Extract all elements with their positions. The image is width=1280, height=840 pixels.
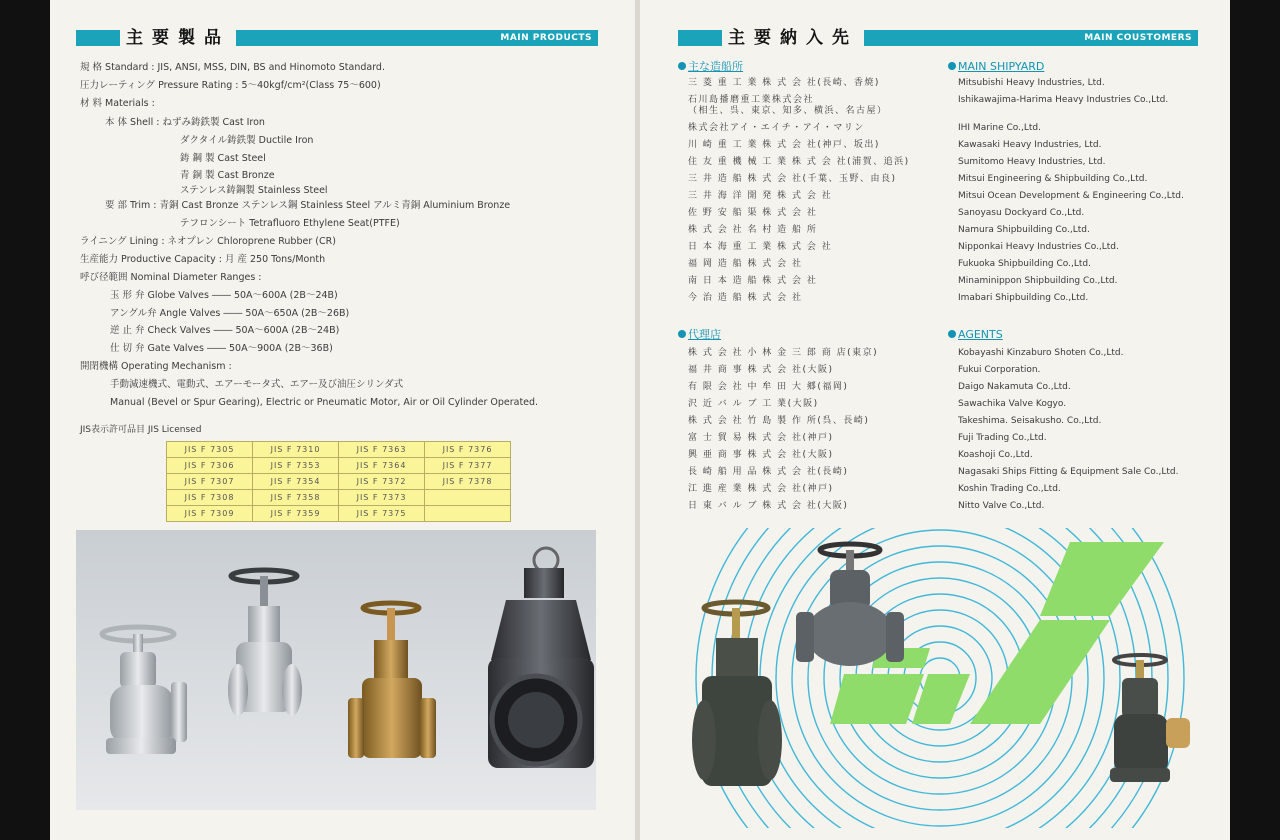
list-item: 株 式 会 社 竹 島 製 作 所(呉、長崎) — [688, 416, 870, 426]
main-products-header — [76, 30, 598, 46]
list-item: Mitsui Ocean Development & Engineering Co.,Ltd. — [958, 191, 1184, 201]
list-item: IHI Marine Co.,Ltd. — [958, 123, 1041, 133]
list-item: Nipponkai Heavy Industries Co.,Ltd. — [958, 242, 1119, 252]
spec-diameter: 呼び径範囲 Nominal Diameter Ranges : — [80, 272, 262, 283]
list-item: 有 限 会 社 中 牟 田 大 郷(福岡) — [688, 382, 849, 392]
agents-title-en: AGENTS — [948, 328, 1003, 341]
list-item: （相生、呉、東京、知多、横浜、名古屋） — [688, 106, 888, 116]
list-item: 三 井 海 洋 開 発 株 式 会 社 — [688, 191, 833, 201]
globe-valve-grey — [796, 544, 904, 666]
main-customers-title-en: MAIN COUSTOMERS — [1084, 33, 1192, 43]
list-item: 日 東 バ ル ブ 株 式 会 社(大阪) — [688, 501, 849, 511]
list-item: Imabari Shipbuilding Co.,Ltd. — [958, 293, 1089, 303]
spec-jis-licensed: JIS表示許可品目 JIS Licensed — [80, 425, 202, 435]
list-item: 日 本 海 重 工 業 株 式 会 社 — [688, 242, 833, 252]
list-item: Ishikawajima-Harima Heavy Industries Co.,Ltd. — [958, 95, 1169, 105]
list-item: Takeshima. Seisakusho. Co.,Ltd. — [958, 416, 1102, 426]
agents-title-jp: 代理店 — [678, 328, 721, 341]
spec-operating-jp: 手動減速機式、電動式、エアーモータ式、エアー及び油圧シリンダ式 — [110, 379, 404, 390]
list-item: Nitto Valve Co.,Ltd. — [958, 501, 1045, 511]
jis-cell: JIS F 7375 — [339, 506, 425, 522]
spec-pressure: 圧力レーティング Pressure Rating : 5～40kgf/cm²(Class 75～600) — [80, 80, 381, 91]
spec-shell: 本 体 Shell : ねずみ鋳鉄製 Cast Iron — [105, 117, 265, 128]
list-item: Mitsui Engineering & Shipbuilding Co.,Ltd. — [958, 174, 1148, 184]
rings-and-valves-illustration — [680, 528, 1220, 828]
list-item: 沢 近 バ ル ブ 工 業(大阪) — [688, 399, 819, 409]
list-item: 石川島播磨重工業株式会社 — [688, 95, 815, 105]
table-row — [167, 474, 511, 490]
list-item: 住 友 重 機 械 工 業 株 式 会 社(浦賀、追浜) — [688, 157, 910, 167]
jis-cell: JIS F 7364 — [339, 458, 425, 474]
jis-cell: JIS F 7372 — [339, 474, 425, 490]
spec-operating: 開閉機構 Operating Mechanism : — [80, 361, 232, 372]
list-item: Daigo Nakamuta Co.,Ltd. — [958, 382, 1071, 392]
spec-capacity: 生産能力 Productive Capacity : 月 産 250 Tons/Month — [80, 254, 326, 265]
list-item: 株式会社アイ・エイチ・アイ・マリン — [688, 123, 865, 133]
list-item: 今 治 造 船 株 式 会 社 — [688, 293, 803, 303]
spec-operating-en: Manual (Bevel or Spur Gearing), Electric or Pneumatic Motor, Air or Oil Cylinder Operated. — [110, 397, 539, 408]
list-item: 佐 野 安 船 渠 株 式 会 社 — [688, 208, 818, 218]
gate-valve-dark-green — [692, 602, 782, 786]
jis-licensed-table — [166, 441, 511, 522]
table-row — [167, 490, 511, 506]
list-item: Kobayashi Kinzaburo Shoten Co.,Ltd. — [958, 348, 1124, 358]
list-item: 川 崎 重 工 業 株 式 会 社(神戸、坂出) — [688, 140, 880, 150]
list-item: Namura Shipbuilding Co.,Ltd. — [958, 225, 1090, 235]
spec-globe: 玉 形 弁 Globe Valves ―― 50A～600A (2B～24B) — [110, 290, 338, 301]
list-item: 富 士 貿 易 株 式 会 社(神戸) — [688, 433, 834, 443]
bullet-dot-icon — [678, 62, 686, 70]
list-item: Fukuoka Shipbuilding Co.,Ltd. — [958, 259, 1091, 269]
list-item: Sawachika Valve Kogyo. — [958, 399, 1067, 409]
spec-bronze: 青 銅 製 Cast Bronze — [180, 170, 275, 181]
jis-cell: JIS F 7378 — [425, 474, 511, 490]
valves-illustration — [76, 530, 596, 810]
main-products-title-en: MAIN PRODUCTS — [500, 33, 592, 43]
list-item: 三 菱 重 工 業 株 式 会 社(長崎、香焼) — [688, 78, 880, 88]
list-item: 株 式 会 社 名 村 造 船 所 — [688, 225, 818, 235]
left-page — [50, 0, 635, 840]
spec-trim: 要 部 Trim : 青銅 Cast Bronze ステンレス鋼 Stainless Steel アルミ青銅 Aluminium Bronze — [105, 200, 511, 211]
list-item: Mitsubishi Heavy Industries, Ltd. — [958, 78, 1105, 88]
angle-valve-dark — [1110, 655, 1190, 782]
spec-materials: 材 料 Materials : — [80, 98, 155, 109]
main-customers-title-jp: 主要納入先 — [722, 26, 864, 50]
jis-cell — [425, 490, 511, 506]
spec-angle: アングル弁 Angle Valves ―― 50A～650A (2B～26B) — [110, 308, 350, 319]
list-item: 長 崎 船 用 品 株 式 会 社(長崎) — [688, 467, 849, 477]
jis-cell: JIS F 7363 — [339, 442, 425, 458]
customers-graphic — [680, 528, 1220, 828]
main-products-title-jp: 主要製品 — [120, 26, 236, 50]
jis-cell: JIS F 7373 — [339, 490, 425, 506]
list-item: Nagasaki Ships Fitting & Equipment Sale Co.,Ltd. — [958, 467, 1179, 477]
jis-cell: JIS F 7307 — [167, 474, 253, 490]
list-item: Kawasaki Heavy Industries, Ltd. — [958, 140, 1102, 150]
product-valves-photo — [76, 530, 596, 810]
spec-standard: 規 格 Standard : JIS, ANSI, MSS, DIN, BS and Hinomoto Standard. — [80, 62, 385, 73]
jis-cell — [425, 506, 511, 522]
jis-cell: JIS F 7377 — [425, 458, 511, 474]
list-item: Koashoji Co.,Ltd. — [958, 450, 1033, 460]
spec-ductile: ダクタイル鋳鉄製 Ductile Iron — [180, 135, 314, 146]
table-row — [167, 458, 511, 474]
spec-check: 逆 止 弁 Check Valves ―― 50A～600A (2B～24B) — [110, 325, 340, 336]
list-item: 三 井 造 船 株 式 会 社(千葉、玉野、由良) — [688, 174, 897, 184]
spec-stainless: ステンレス鋳鋼製 Stainless Steel — [180, 185, 328, 196]
list-item: 興 亜 商 事 株 式 会 社(大阪) — [688, 450, 834, 460]
list-item: Fuji Trading Co.,Ltd. — [958, 433, 1047, 443]
list-item: Sumitomo Heavy Industries, Ltd. — [958, 157, 1106, 167]
list-item: 株 式 会 社 小 林 金 三 郎 商 店(東京) — [688, 348, 879, 358]
jis-cell: JIS F 7308 — [167, 490, 253, 506]
right-page — [640, 0, 1230, 840]
bullet-dot-icon — [948, 62, 956, 70]
jis-cell: JIS F 7354 — [253, 474, 339, 490]
jis-cell: JIS F 7376 — [425, 442, 511, 458]
shipyard-title-en: MAIN SHIPYARD — [948, 60, 1044, 73]
list-item: Sanoyasu Dockyard Co.,Ltd. — [958, 208, 1085, 218]
list-item: 南 日 本 造 船 株 式 会 社 — [688, 276, 818, 286]
jis-cell: JIS F 7358 — [253, 490, 339, 506]
list-item: 福 岡 造 船 株 式 会 社 — [688, 259, 803, 269]
jis-cell: JIS F 7359 — [253, 506, 339, 522]
jis-cell: JIS F 7305 — [167, 442, 253, 458]
spec-gate: 仕 切 弁 Gate Valves ―― 50A～900A (2B～36B) — [110, 343, 333, 354]
list-item: 福 井 商 事 株 式 会 社(大阪) — [688, 365, 834, 375]
jis-cell: JIS F 7306 — [167, 458, 253, 474]
jis-cell: JIS F 7353 — [253, 458, 339, 474]
list-item: Fukui Corporation. — [958, 365, 1041, 375]
spec-ptfe: テフロンシート Tetrafluoro Ethylene Seat(PTFE) — [180, 218, 400, 229]
bullet-dot-icon — [948, 330, 956, 338]
table-row — [167, 442, 511, 458]
main-customers-header — [678, 30, 1198, 46]
spec-caststeel: 鋳 鋼 製 Cast Steel — [180, 153, 266, 164]
table-row — [167, 506, 511, 522]
shipyard-title-jp: 主な造船所 — [678, 60, 743, 73]
jis-cell: JIS F 7310 — [253, 442, 339, 458]
bullet-dot-icon — [678, 330, 686, 338]
list-item: 江 進 産 業 株 式 会 社(神戸) — [688, 484, 834, 494]
list-item: Minaminippon Shipbuilding Co.,Ltd. — [958, 276, 1118, 286]
spec-lining: ライニング Lining : ネオプレン Chloroprene Rubber (CR) — [80, 236, 336, 247]
jis-cell: JIS F 7309 — [167, 506, 253, 522]
list-item: Koshin Trading Co.,Ltd. — [958, 484, 1061, 494]
